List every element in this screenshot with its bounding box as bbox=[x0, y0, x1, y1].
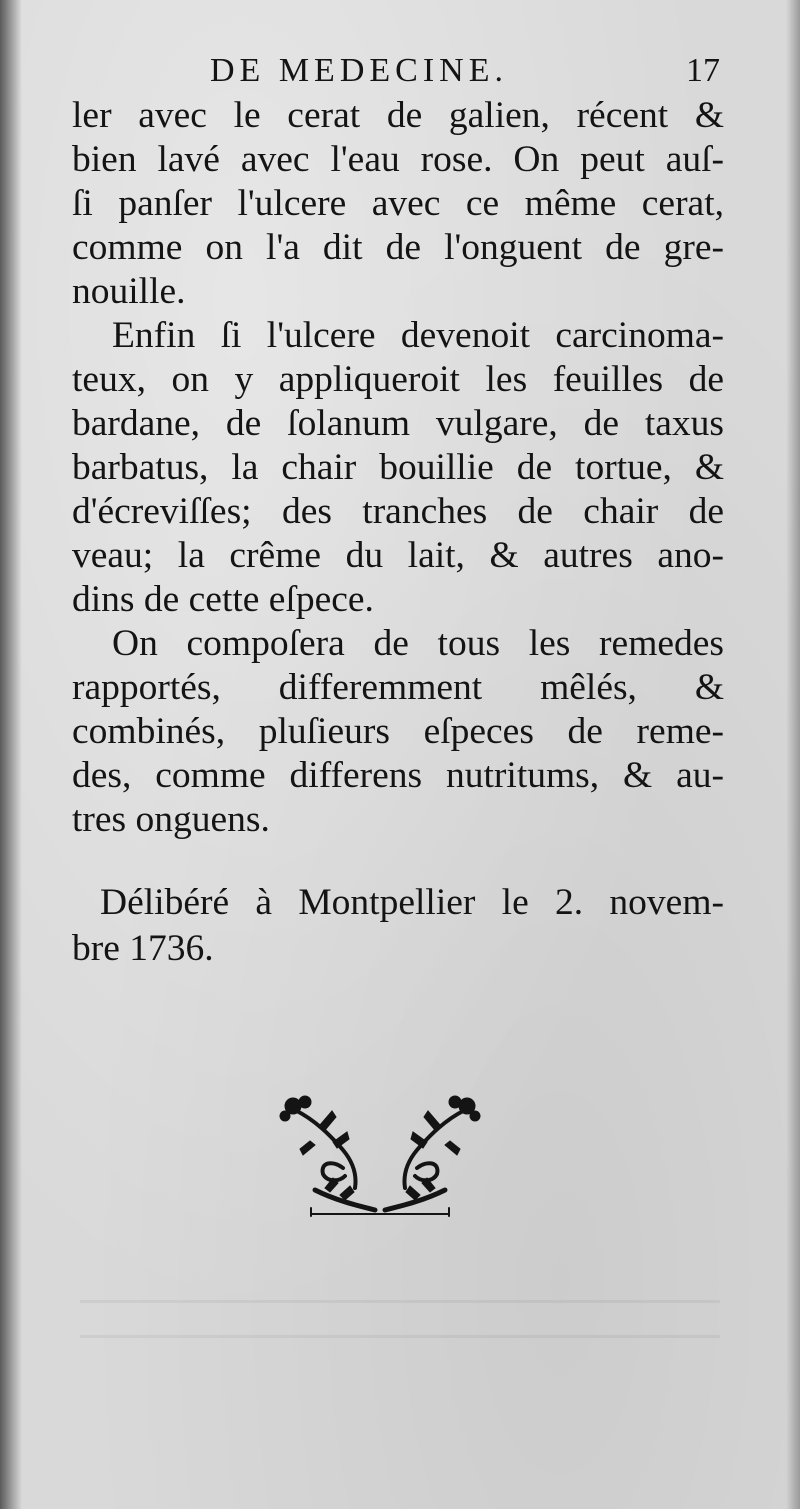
paragraph-3 bbox=[72, 622, 724, 842]
text-line: veau; la crême du lait, & autres ano- bbox=[72, 535, 724, 576]
page-gutter-shadow bbox=[0, 0, 22, 1509]
body-text bbox=[72, 94, 724, 842]
text-line: comme on l'a dit de l'onguent de gre- bbox=[72, 227, 724, 268]
text-line: teux, on y appliqueroit les feuilles de bbox=[72, 359, 724, 400]
closing-signature bbox=[72, 880, 724, 972]
running-title: DE MEDECINE. bbox=[210, 52, 508, 89]
text-line: bien lavé avec l'eau rose. On peut auſ- bbox=[72, 139, 724, 180]
text-line: nouille. bbox=[72, 271, 186, 312]
text-line: bardane, de ſolanum vulgare, de taxus bbox=[72, 403, 724, 444]
text-line: Enfin ſi l'ulcere devenoit carcinoma- bbox=[112, 315, 724, 356]
text-line: On compoſera de tous les remedes bbox=[112, 623, 724, 664]
text-line: d'écreviſſes; des tranches de chair de bbox=[72, 491, 724, 532]
text-line: barbatus, la chair bouillie de tortue, & bbox=[72, 447, 724, 488]
paragraph-1 bbox=[72, 94, 724, 314]
page-header bbox=[210, 52, 730, 98]
text-line: rapportés, differemment mêlés, & bbox=[72, 667, 724, 708]
text-line: des, comme differens nutritums, & au- bbox=[72, 755, 724, 796]
text-line: tres onguens. bbox=[72, 799, 270, 840]
text-line: ſi panſer l'ulcere avec ce même cerat, bbox=[72, 183, 724, 224]
paragraph-2 bbox=[72, 314, 724, 622]
signature-line: bre 1736. bbox=[72, 928, 214, 969]
page-edge-shadow bbox=[786, 0, 800, 1509]
signature-line: Délibéré à Montpellier le 2. novem- bbox=[100, 882, 724, 923]
text-line: combinés, pluſieurs eſpeces de reme- bbox=[72, 711, 724, 752]
floral-tailpiece-ornament-icon bbox=[275, 1090, 485, 1225]
text-line: ler avec le cerat de galien, récent & bbox=[72, 95, 724, 136]
show-through-text bbox=[80, 1335, 720, 1338]
page-number: 17 bbox=[686, 52, 720, 89]
show-through-text bbox=[80, 1300, 720, 1303]
text-line: dins de cette eſpece. bbox=[72, 579, 374, 620]
